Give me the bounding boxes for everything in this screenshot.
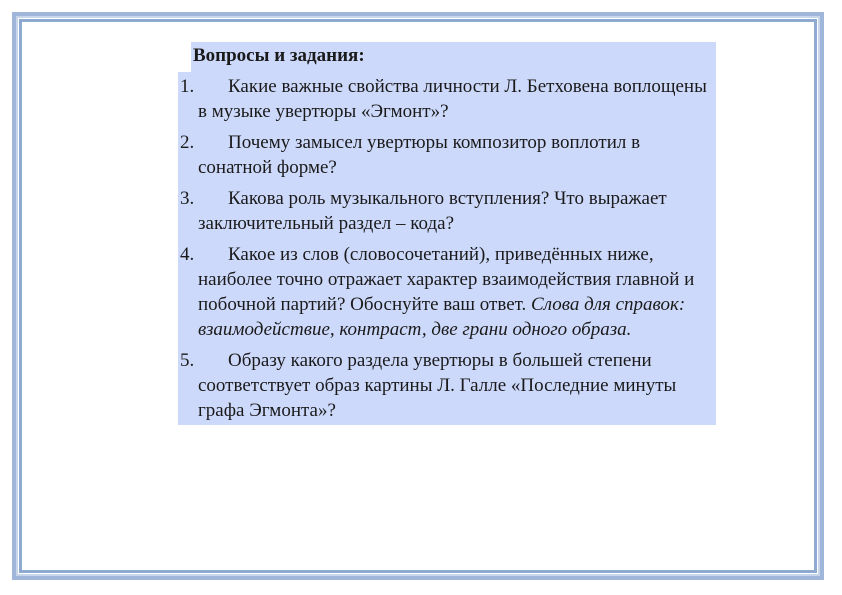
question-hint: Слова для справок: взаимодействие, контраст, две грани одного образа.: [198, 294, 686, 340]
questions-heading: Вопросы и задания:: [191, 42, 716, 72]
question-item-3: [178, 186, 716, 236]
question-number: 3.: [180, 188, 195, 209]
question-text: Образу какого раздела увертюры в большей степени соответствует образ картины Л. Галле «Последние минуты графа Эгмонта»?: [198, 350, 677, 421]
question-number: 4.: [180, 244, 195, 265]
question-item-1: [178, 74, 716, 124]
question-number: 2.: [180, 132, 195, 153]
question-text: Какие важные свойства личности Л. Бетховена воплощены в музыке увертюры «Эгмонт»?: [198, 76, 707, 122]
question-number: 1.: [180, 76, 195, 97]
question-item-2: [178, 130, 716, 180]
questions-block: [178, 42, 716, 425]
questions-list: [178, 72, 716, 425]
question-item-4: [178, 242, 716, 342]
question-text: Какова роль музыкального вступления? Что выражает заключительный раздел – кода?: [198, 188, 667, 234]
question-item-5: [178, 348, 716, 423]
question-text: Какое из слов (словосочетаний), приведённых ниже, наиболее точно отражает характер взаимодействия главной и побочной партий? Обоснуйте ваш ответ.: [198, 244, 695, 315]
question-text: Почему замысел увертюры композитор воплотил в сонатной форме?: [198, 132, 641, 178]
question-number: 5.: [180, 350, 195, 371]
